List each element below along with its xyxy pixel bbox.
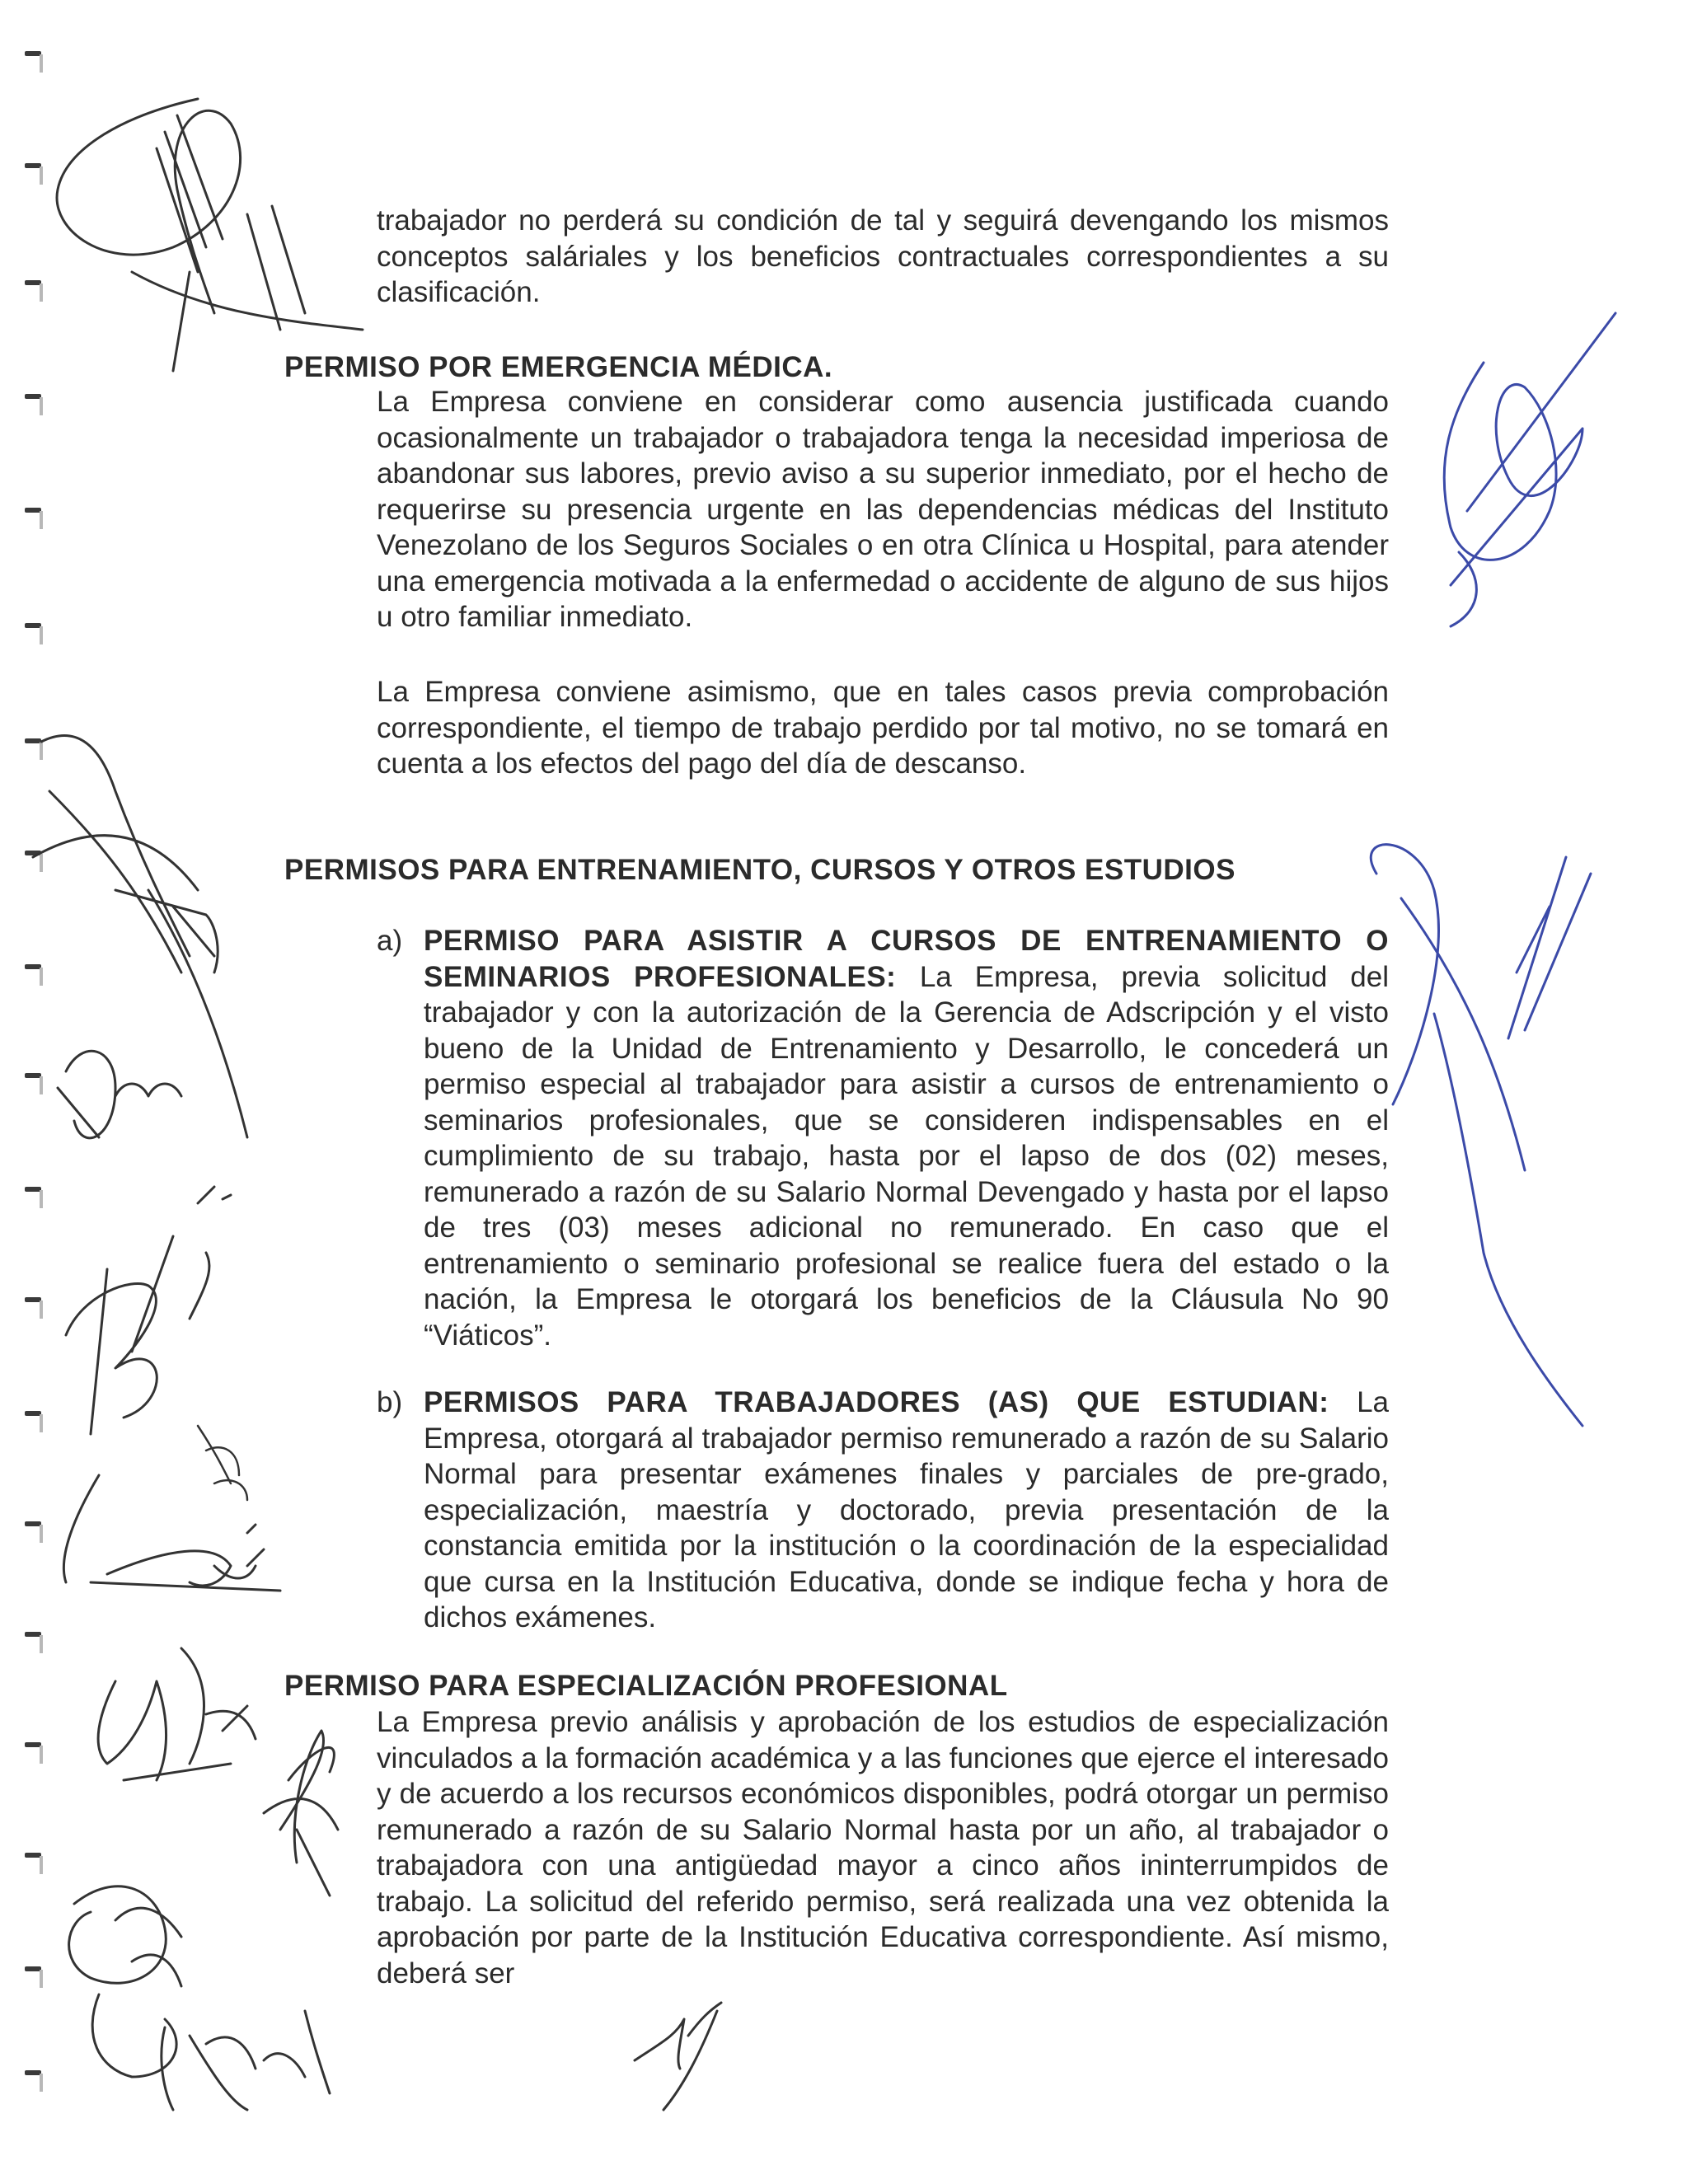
- binder-hole: [25, 2070, 43, 2082]
- section-heading-emergencia: PERMISO POR EMERGENCIA MÉDICA.: [284, 351, 833, 383]
- list-item-cursos: [377, 923, 1389, 1352]
- signature-mark: [63, 1475, 280, 1591]
- paragraph-text: La Empresa previo análisis y aprobación de los estudios de especialización vinculados a la formación académica y a las funciones que ejerce el interesado y de acuerdo a los recursos económicos disponibles, podrá otorgar un permiso remunerado a razón de su Salario Normal hasta por un año, al trabajador o trabajadora con una antigüedad mayor a cinco años ininterrumpidos de trabajo. La solicitud del referido permiso, será realizada una vez obtenida la aprobación por parte de la Institución Educativa correspondiente. Así mismo, deberá ser: [377, 1706, 1389, 1990]
- binder-hole: [25, 1521, 43, 1533]
- binder-hole: [25, 51, 43, 63]
- signature-mark: [635, 2003, 721, 2110]
- binder-hole: [25, 163, 43, 175]
- binder-hole: [25, 508, 43, 519]
- paragraph-text: trabajador no perderá su condición de tal y seguirá devengando los mismos conceptos saláriales y los beneficios contractuales correspondientes a su clasificación.: [377, 204, 1389, 308]
- list-marker: a): [377, 925, 403, 957]
- binder-hole: [25, 1411, 43, 1422]
- paragraph-text: La Empresa conviene en considerar como ausencia justificada cuando ocasionalmente un trabajador o trabajadora tenga la necesidad imperiosa de abandonar sus labores, previo aviso a su superior inmediato, por el hecho de requerirse su presencia urgente en las dependencias médicas del Instituto Venezolano de los Seguros Sociales o en otra Clínica u Hospital, para atender una emergencia motivada a la enfermedad o accidente de alguno de sus hijos u otro familiar inmediato.: [377, 386, 1389, 633]
- binder-hole: [25, 1632, 43, 1643]
- signature-mark: [1444, 313, 1615, 626]
- list-item-text: La Empresa, otorgará al trabajador permiso remunerado a razón de su Salario Normal para presentar exámenes finales y parciales de pre-grado, especialización, maestría y doctorado, previa presentación de la constancia emitida por la institución o la coordinación de la especialidad que cursa en la Institución Educativa, donde se indique fecha y hora de dichos exámenes.: [424, 1386, 1389, 1633]
- section-heading-entrenamiento: PERMISOS PARA ENTRENAMIENTO, CURSOS Y OTROS ESTUDIOS: [284, 854, 1236, 886]
- section-heading-especializacion: PERMISO PARA ESPECIALIZACIÓN PROFESIONAL: [284, 1670, 1008, 1702]
- binder-hole: [25, 394, 43, 405]
- list-item-title: PERMISO PARA ASISTIR A CURSOS DE ENTRENAMIENTO O SEMINARIOS PROFESIONALES:: [424, 925, 1389, 993]
- paragraph-text: La Empresa conviene asimismo, que en tales casos previa comprobación correspondiente, el tiempo de trabajo perdido por tal motivo, no se tomará en cuenta a los efectos del pago del día de descanso.: [377, 676, 1389, 780]
- binder-hole: [25, 1853, 43, 1864]
- binder-hole: [25, 738, 43, 750]
- signature-mark: [198, 1426, 247, 1500]
- especializacion-paragraph: [377, 1704, 1389, 1991]
- binder-hole: [25, 964, 43, 976]
- list-item-title: PERMISOS PARA TRABAJADORES (AS) QUE ESTUDIAN:: [424, 1386, 1357, 1418]
- signature-mark: [98, 1648, 256, 1780]
- continuation-paragraph: [377, 203, 1389, 311]
- signature-mark: [66, 1187, 231, 1434]
- binder-hole: [25, 623, 43, 635]
- signature-mark: [57, 99, 363, 371]
- binder-hole: [25, 280, 43, 292]
- signature-mark: [69, 1886, 181, 2077]
- binder-hole: [25, 1742, 43, 1754]
- list-item-estudian: [377, 1385, 1389, 1648]
- signature-mark: [1371, 845, 1591, 1426]
- list-item-text: La Empresa, previa solicitud del trabajador y con la autorización de la Gerencia de Adscripción y el visto bueno de la Unidad de Entrenamiento y Desarrollo, le concederá un permiso especial al trabajador para asistir a cursos de entrenamiento o seminarios profesionales, que se consideren indispensables en el cumplimiento de su trabajo, hasta por el lapso de dos (02) meses, remunerado a razón de su Salario Normal Devengado y hasta por el lapso de tres (03) meses adicional no remunerado. En caso que el entrenamiento o seminario profesional se realice fuera del estado o la nación, la Empresa le otorgará los beneficios de la Cláusula No 90 “Viáticos”.: [424, 960, 1389, 1352]
- signature-mark: [162, 2011, 330, 2110]
- list-item-body: [424, 1385, 1389, 1636]
- list-item-body: [424, 923, 1389, 1353]
- binder-hole: [25, 1297, 43, 1309]
- list-marker: b): [377, 1386, 403, 1418]
- binder-hole: [25, 1073, 43, 1085]
- binder-hole: [25, 1966, 43, 1978]
- binder-holes: [25, 0, 49, 2184]
- emergencia-paragraph-1: [377, 384, 1389, 635]
- binder-hole: [25, 1187, 43, 1198]
- signature-mark: [33, 736, 247, 1138]
- signature-mark: [58, 1051, 181, 1137]
- emergencia-paragraph-2: [377, 674, 1389, 782]
- binder-hole: [25, 851, 43, 862]
- signature-mark: [264, 1731, 338, 1896]
